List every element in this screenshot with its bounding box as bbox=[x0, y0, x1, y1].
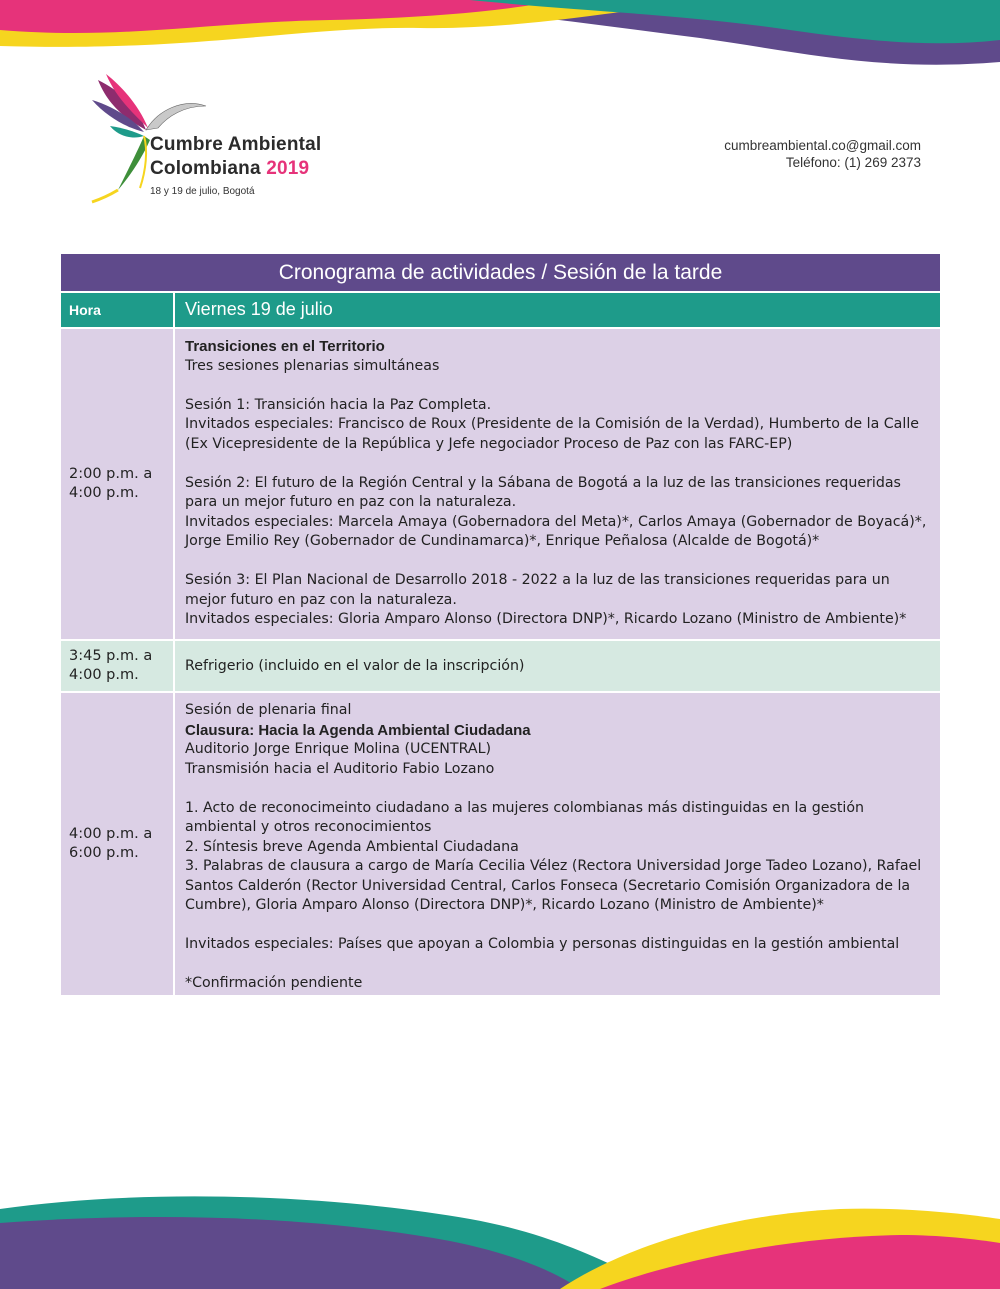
contact-info bbox=[724, 137, 921, 171]
activity-line: Invitados especiales: Marcela Amaya (Gobernadora del Meta)*, Carlos Amaya (Gobernador de Boyacá)*, Jorge Emilio Rey (Gobernador de Cundinamarca)*, Enrique Peñalosa (Alcalde de Bogotá)* bbox=[185, 513, 927, 549]
top-wave-decoration bbox=[0, 0, 1000, 80]
hour-end: 4:00 p.m. bbox=[69, 667, 139, 683]
logo-date-location: 18 y 19 de julio, Bogotá bbox=[150, 186, 255, 197]
contact-email[interactable]: cumbreambiental.co@gmail.com bbox=[724, 138, 921, 153]
hour-start: 3:45 p.m. a bbox=[69, 648, 153, 664]
column-header-day: Viernes 19 de julio bbox=[175, 293, 940, 327]
activity-line: Invitados especiales: Países que apoyan a Colombia y personas distinguidas en la gestión ambiental bbox=[185, 936, 900, 952]
activity-line: Auditorio Jorge Enrique Molina (UCENTRAL) bbox=[185, 741, 492, 757]
activity-heading: Transiciones en el Territorio bbox=[185, 338, 385, 355]
activity-heading: Clausura: Hacia la Agenda Ambiental Ciudadana bbox=[185, 721, 531, 739]
hour-end: 6:00 p.m. bbox=[69, 845, 139, 861]
activity-line: Tres sesiones plenarias simultáneas bbox=[185, 357, 440, 374]
logo-year: 2019 bbox=[266, 158, 310, 179]
activity-line: *Confirmación pendiente bbox=[185, 975, 363, 991]
activity-line: Sesión 1: Transición hacia la Paz Completa. bbox=[185, 396, 492, 413]
activity-line: 2. Síntesis breve Agenda Ambiental Ciudadana bbox=[185, 838, 519, 855]
row-activity bbox=[175, 693, 940, 995]
schedule-table bbox=[61, 254, 940, 995]
activity-line: Invitados especiales: Gloria Amparo Alonso (Directora DNP)*, Ricardo Lozano (Ministro de Ambiente)* bbox=[185, 611, 907, 627]
schedule-header-row bbox=[61, 291, 940, 327]
hour-start: 2:00 p.m. a bbox=[69, 466, 153, 482]
activity-line: Sesión 3: El Plan Nacional de Desarrollo 2018 - 2022 a la luz de las transiciones requeridas para un mejor futuro en paz con la naturaleza. bbox=[185, 572, 890, 608]
logo-title-line2 bbox=[150, 158, 309, 180]
row-hour bbox=[61, 641, 175, 691]
activity-line: Refrigerio (incluido en el valor de la inscripción) bbox=[185, 658, 525, 674]
activity-line: Sesión de plenaria final bbox=[185, 702, 352, 718]
activity-line: 3. Palabras de clausura a cargo de María Cecilia Vélez (Rectora Universidad Jorge Tadeo Lozano), Rafael Santos Calderón (Rector Universidad Central, Carlos Fonseca (Secretario Comisión Organizadora de la Cumbre), Gloria Amparo Alonso (Directora DNP)*, Ricardo Lozano (Ministro de Ambiente)* bbox=[185, 858, 922, 913]
activity-line: 1. Acto de reconocimeinto ciudadano a las mujeres colombianas más distinguidas en la gestión ambiental y otros reconocimientos bbox=[185, 799, 864, 835]
schedule-title: Cronograma de actividades / Sesión de la tarde bbox=[61, 254, 940, 291]
logo-title-name: Colombiana bbox=[150, 158, 261, 179]
hour-end: 4:00 p.m. bbox=[69, 485, 139, 501]
hour-start: 4:00 p.m. a bbox=[69, 826, 153, 842]
row-activity bbox=[175, 329, 940, 639]
row-hour bbox=[61, 329, 175, 639]
table-row bbox=[61, 639, 940, 691]
activity-line: Sesión 2: El futuro de la Región Central y la Sábana de Bogotá a la luz de las transiciones requeridas para un mejor futuro en paz con la naturaleza. bbox=[185, 474, 901, 510]
bottom-wave-decoration bbox=[0, 1189, 1000, 1289]
row-activity bbox=[175, 641, 940, 691]
table-row bbox=[61, 691, 940, 995]
table-row bbox=[61, 327, 940, 639]
event-logo bbox=[88, 70, 358, 210]
row-hour bbox=[61, 693, 175, 995]
contact-phone: Teléfono: (1) 269 2373 bbox=[785, 155, 921, 170]
activity-line: Transmisión hacia el Auditorio Fabio Lozano bbox=[185, 760, 495, 777]
activity-line: Invitados especiales: Francisco de Roux (Presidente de la Comisión de la Verdad), Humberto de la Calle (Ex Vicepresidente de la República y Jefe negociador Proceso de Paz con las FARC-EP) bbox=[185, 416, 919, 452]
logo-title-line1: Cumbre Ambiental bbox=[150, 134, 322, 155]
column-header-hour: Hora bbox=[61, 293, 175, 327]
